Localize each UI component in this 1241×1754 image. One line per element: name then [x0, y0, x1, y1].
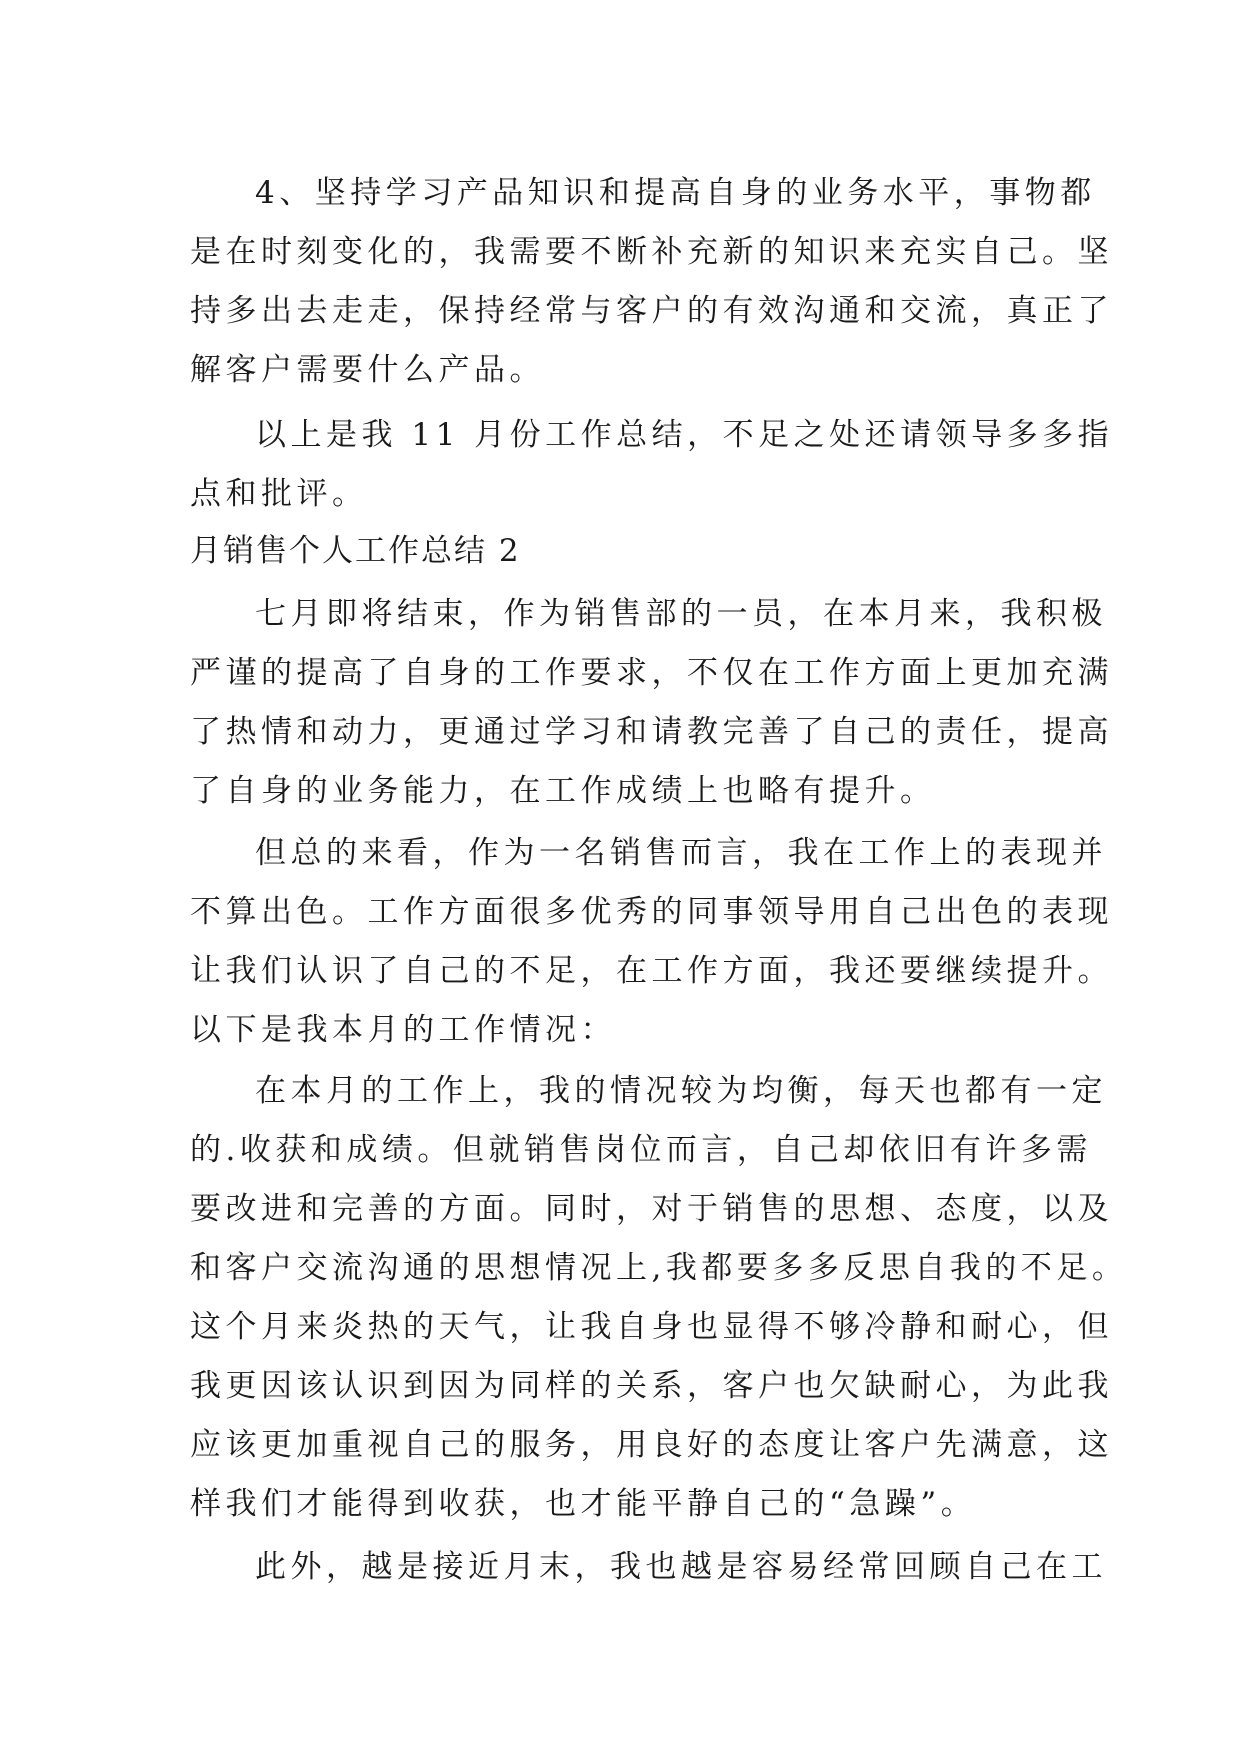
- paragraph-line: 这个月来炎热的天气，让我自身也显得不够冷静和耐心，但: [190, 1309, 1113, 1345]
- paragraph-line: 在本月的工作上，我的情况较为均衡，每天也都有一定: [255, 1073, 1107, 1109]
- paragraph-line: 持多出去走走，保持经常与客户的有效沟通和交流，真正了: [190, 293, 1113, 329]
- section-heading: 月销售个人工作总结 2: [190, 533, 521, 569]
- paragraph-line: 要改进和完善的方面。同时，对于销售的思想、态度，以及: [190, 1191, 1113, 1227]
- paragraph-line: 严谨的提高了自身的工作要求，不仅在工作方面上更加充满: [190, 655, 1113, 691]
- paragraph-line: 让我们认识了自己的不足，在工作方面，我还要继续提升。: [190, 953, 1113, 989]
- paragraph-line: 七月即将结束，作为销售部的一员，在本月来，我积极: [255, 596, 1107, 632]
- paragraph-line: 但总的来看，作为一名销售而言，我在工作上的表现并: [255, 835, 1107, 871]
- paragraph-line: 点和批评。: [190, 476, 368, 512]
- paragraph-line: 解客户需要什么产品。: [190, 352, 545, 388]
- paragraph-line: 以上是我 11 月份工作总结，不足之处还请领导多多指: [255, 417, 1114, 453]
- paragraph-line: 了热情和动力，更通过学习和请教完善了自己的责任，提高: [190, 714, 1113, 750]
- paragraph-line: 4、坚持学习产品知识和提高自身的业务水平，事物都: [255, 175, 1096, 211]
- paragraph-line: 是在时刻变化的，我需要不断补充新的知识来充实自己。坚: [190, 234, 1113, 270]
- paragraph-line: 应该更加重视自己的服务，用良好的态度让客户先满意，这: [190, 1427, 1113, 1463]
- paragraph-line: 此外，越是接近月末，我也越是容易经常回顾自己在工: [255, 1549, 1107, 1585]
- paragraph-line: 的.收获和成绩。但就销售岗位而言，自己却依旧有许多需: [190, 1132, 1092, 1168]
- paragraph-line: 我更因该认识到因为同样的关系，客户也欠缺耐心，为此我: [190, 1368, 1113, 1404]
- paragraph-line: 样我们才能得到收获，也才能平静自己的“急躁”。: [190, 1486, 977, 1522]
- paragraph-line: 和客户交流沟通的思想情况上,我都要多多反思自我的不足。: [190, 1250, 1128, 1286]
- paragraph-line: 了自身的业务能力，在工作成绩上也略有提升。: [190, 773, 936, 809]
- paragraph-line: 以下是我本月的工作情况：: [190, 1012, 616, 1048]
- paragraph-line: 不算出色。工作方面很多优秀的同事领导用自己出色的表现: [190, 894, 1113, 930]
